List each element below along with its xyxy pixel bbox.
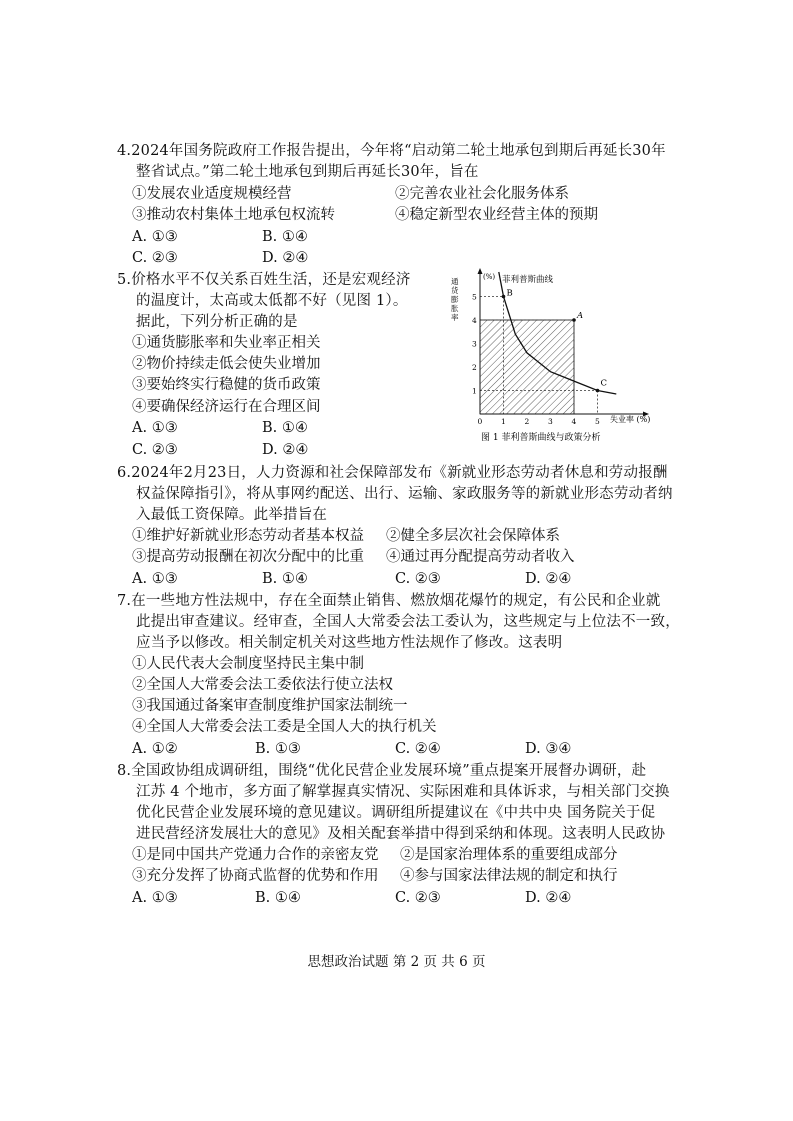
y-label-char-3: 膨 [451,295,459,304]
q7-item-2: ②全国人大常委会法工委依法行使立法权 [132,677,393,693]
y-tick-label-3: 3 [472,339,477,349]
q8-choice-c: C. ②③ [395,890,441,906]
page-footer: 思想政治试题 第 2 页 共 6 页 [307,954,486,970]
y-axis-arrow [478,268,483,274]
q7-choice-a: A. ①② [132,741,178,757]
curve-title: 菲利普斯曲线 [502,275,554,285]
q4-item-4: ④稳定新型农业经营主体的预期 [395,207,598,223]
phillips-curve-figure [447,268,657,448]
q6-item-4: ④通过再分配提高劳动者收入 [386,549,575,565]
q4-item-2: ②完善农业社会化服务体系 [395,186,569,202]
q4-stem-line-2: 整省试点。”第二轮土地承包到期后再延长30年，旨在 [136,164,479,180]
q6-stem-line-2: 权益保障指引》，将从事网约配送、出行、运输、家政服务等的新就业形态劳动者纳 [136,486,673,502]
q5-stem-line-1: 5.价格水平不仅关系百姓生活，还是宏观经济 [117,272,411,288]
q8-choice-d: D. ②④ [525,890,572,906]
q4-stem-line-1: 4.2024年国务院政府工作报告提出，今年将“启动第二轮土地承包到期后再延长30年 [117,143,666,159]
q5-choice-b: B. ①④ [262,420,308,436]
q4-item-3: ③推动农村集体土地承包权流转 [132,207,335,223]
q4-choice-b: B. ①④ [262,229,308,245]
point-label-C: C [600,378,608,389]
q8-item-1: ①是同中国共产党通力合作的亲密友党 [132,847,379,863]
q8-choice-b: B. ①④ [255,890,301,906]
q8-item-2: ②是国家治理体系的重要组成部分 [400,847,618,863]
point-C [596,389,600,393]
q7-item-1: ①人民代表大会制度坚持民主集中制 [132,656,364,672]
q6-stem-line-3: 入最低工资保障。此举措旨在 [136,507,328,523]
q8-choice-a: A. ①③ [132,890,178,906]
y-tick-label-4: 4 [472,316,477,325]
q7-choice-d: D. ③④ [525,741,572,757]
q7-item-3: ③我国通过备案审查制度维护国家法制统一 [132,698,408,714]
y-tick-label-5: 5 [472,292,477,302]
y-tick-label-2: 2 [472,363,477,372]
x-tick-label-5: 5 [595,417,600,426]
q7-stem-line-2: 此提出审查建议。经审查，全国人大常委会法工委认为，这些规定与上位法不一致， [136,614,680,630]
q7-choice-b: B. ①③ [255,741,301,757]
q5-stem-line-3: 据此，下列分析正确的是 [136,314,298,330]
q6-item-3: ③提高劳动报酬在初次分配中的比重 [132,549,364,565]
q5-choice-d: D. ②④ [262,442,309,458]
q8-item-4: ④参与国家法律法规的制定和执行 [400,868,618,884]
q5-stem-line-2: 的温度计，太高或太低都不好（见图 1）。 [136,293,408,309]
q4-choice-c: C. ②③ [132,250,178,266]
q7-stem-line-1: 7.在一些地方性法规中，存在全面禁止销售、燃放烟花爆竹的规定，有公民和企业就 [117,593,661,609]
q8-stem-line-3: 优化民营企业发展环境的意见建议。调研组所提建议在《中共中央 国务院关于促 [136,805,656,821]
q5-choice-c: C. ②③ [132,442,178,458]
y-unit: (%) [483,273,496,281]
q5-item-1: ①通货膨胀率和失业率正相关 [132,335,321,351]
q7-item-4: ④全国人大常委会法工委是全国人大的执行机关 [132,719,437,735]
point-A [572,318,576,322]
point-label-B: B [506,288,513,299]
figure-caption: 图 1 菲利普斯曲线与政策分析 [481,433,601,443]
q7-stem-line-3: 应当予以修改。相关制定机关对这些地方性法规作了修改。这表明 [136,635,563,651]
q6-stem-line-1: 6.2024年2月23日，人力资源和社会保障部发布《新就业形态劳动者休息和劳动报酬 [117,465,668,481]
x-tick-label-4: 4 [571,417,577,426]
x-axis-label: 失业率 (%) [610,415,651,424]
y-label-char-4: 胀 [451,304,459,313]
q8-stem-line-1: 8.全国政协组成调研组，围绕“优化民营企业发展环境”重点提案开展督办调研，赴 [117,763,647,779]
shaded-region [480,320,574,414]
point-label-A: A [577,311,584,321]
q6-choice-d: D. ②④ [525,571,572,587]
q5-item-4: ④要确保经济运行在合理区间 [132,399,321,415]
hatched-rectangle [480,320,574,414]
y-tick-label-1: 1 [472,386,477,396]
x-tick-label-3: 3 [548,417,553,426]
q8-stem-line-2: 江苏 4 个地市，多方面了解掌握真实情况、实际困难和具体诉求，与相关部门交换 [136,784,670,800]
q8-item-3: ③充分发挥了协商式监督的优势和作用 [132,868,379,884]
q4-choice-d: D. ②④ [262,250,309,266]
q7-choice-c: C. ②④ [395,741,441,757]
q5-item-2: ②物价持续走低会使失业增加 [132,356,321,372]
q4-item-1: ①发展农业适度规模经营 [132,186,292,202]
q5-choice-a: A. ①③ [132,420,178,436]
x-tick-label-2: 2 [524,417,530,426]
q6-choice-c: C. ②③ [395,571,441,587]
y-label-char-2: 货 [451,286,459,295]
y-label-char-1: 通 [451,277,459,286]
x-tick-label-1: 1 [501,417,506,426]
point-B [502,295,506,299]
q8-stem-line-4: 进民营经济发展壮大的意见》及相关配套举措中得到采纳和体现。这表明人民政协 [136,826,666,842]
x-tick-label-0: 0 [477,417,483,426]
q6-choice-b: B. ①④ [262,571,308,587]
y-label-char-5: 率 [451,313,459,322]
q5-item-3: ③要始终实行稳健的货币政策 [132,377,321,393]
q6-item-2: ②健全多层次社会保障体系 [386,528,560,544]
q6-choice-a: A. ①③ [132,571,178,587]
q6-item-1: ①维护好新就业形态劳动者基本权益 [132,528,364,544]
q4-choice-a: A. ①③ [132,229,178,245]
